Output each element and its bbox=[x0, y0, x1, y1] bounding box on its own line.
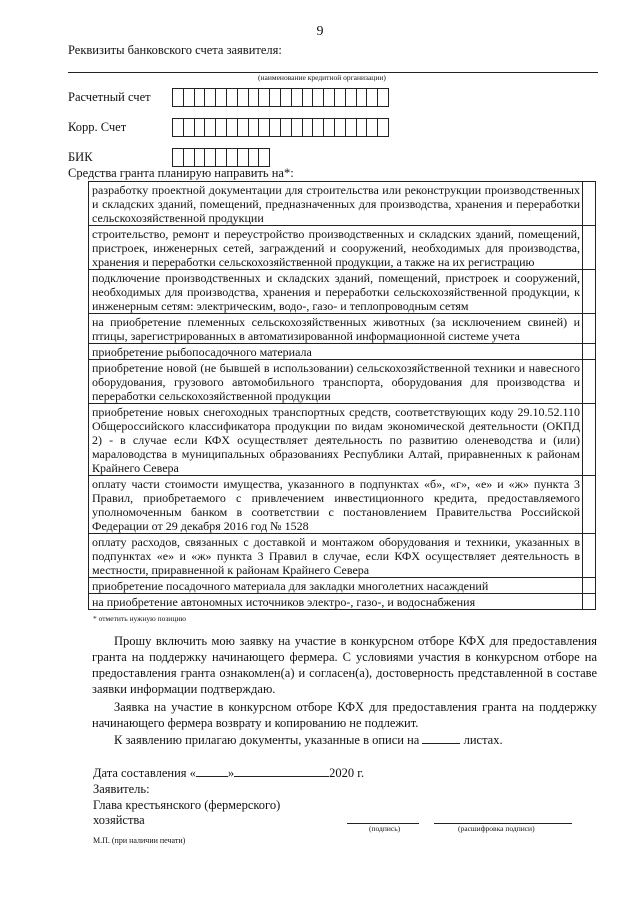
digit-cell[interactable] bbox=[281, 119, 292, 136]
bank-name-caption: (наименование кредитной организации) bbox=[258, 73, 386, 82]
digit-cell[interactable] bbox=[270, 89, 281, 106]
digit-cell[interactable] bbox=[205, 89, 216, 106]
stamp-note: М.П. (при наличии печати) bbox=[93, 836, 186, 845]
date-label: Дата составления « bbox=[93, 766, 196, 780]
digit-cell[interactable] bbox=[281, 89, 292, 106]
date-mid: » bbox=[227, 766, 235, 780]
digit-cell[interactable] bbox=[195, 119, 206, 136]
grant-option-checkbox[interactable] bbox=[583, 360, 596, 404]
digit-cell[interactable] bbox=[249, 119, 260, 136]
digit-cell[interactable] bbox=[195, 149, 206, 166]
digit-cell[interactable] bbox=[324, 119, 335, 136]
digit-cell[interactable] bbox=[270, 119, 281, 136]
digit-cell[interactable] bbox=[313, 119, 324, 136]
grant-option-text: приобретение новой (не бывшей в использовании) сельскохозяйственной техники и навесного оборудования, грузового автомобильного транспорта, оборудования для производства и переработки сельскохозяйственной продукции bbox=[89, 360, 583, 404]
grant-option-text: оплату расходов, связанных с доставкой и монтажом оборудования и техники, указанных в подпунктах «е» и «ж» пункта 3 Правил в случае, если КФХ осуществляет деятельность в местности, приравненной к районам Крайнего Севера bbox=[89, 534, 583, 578]
digit-cell[interactable] bbox=[367, 89, 378, 106]
digit-cell[interactable] bbox=[216, 149, 227, 166]
digit-cell[interactable] bbox=[292, 119, 303, 136]
bik-cells[interactable] bbox=[172, 148, 270, 167]
bank-heading: Реквизиты банковского счета заявителя: bbox=[68, 43, 282, 57]
account-cells[interactable] bbox=[172, 88, 389, 107]
grant-option-row[interactable] bbox=[89, 594, 596, 610]
grant-option-text: на приобретение автономных источников электро-, газо-, и водоснабжения bbox=[89, 594, 583, 610]
digit-cell[interactable] bbox=[173, 149, 184, 166]
signer-title-line1: Глава крестьянского (фермерского) bbox=[93, 798, 281, 812]
sheets-count-field[interactable] bbox=[422, 731, 460, 744]
grant-option-checkbox[interactable] bbox=[583, 314, 596, 344]
digit-cell[interactable] bbox=[238, 149, 249, 166]
digit-cell[interactable] bbox=[259, 89, 270, 106]
date-year: 2020 г. bbox=[329, 766, 365, 780]
signer-title-line2: хозяйства bbox=[93, 813, 145, 827]
grant-option-text: строительство, ремонт и переустройство производственных и складских зданий, помещений, пристроек, инженерных сетей, заграждений и сооружений, необходимых для производства, хранения и переработки сельскохозяйственной продукции, а также на их регистрацию bbox=[89, 226, 583, 270]
digit-cell[interactable] bbox=[184, 149, 195, 166]
grant-option-row[interactable] bbox=[89, 182, 596, 226]
grant-option-text: на приобретение племенных сельскохозяйственных животных (за исключением свиней) и птицы, зарегистрированных в автоматизированной информационной системе учета bbox=[89, 314, 583, 344]
grant-option-row[interactable] bbox=[89, 534, 596, 578]
digit-cell[interactable] bbox=[249, 89, 260, 106]
grant-option-text: подключение производственных и складских зданий, помещений, пристроек и сооружений, необходимых для производства, хранения и переработки сельскохозяйственной продукции, к инженерным сетям: электрическим, водо-, газо- и теплопроводным сетям bbox=[89, 270, 583, 314]
grant-option-row[interactable] bbox=[89, 344, 596, 360]
grant-option-row[interactable] bbox=[89, 360, 596, 404]
grant-option-row[interactable] bbox=[89, 404, 596, 476]
digit-cell[interactable] bbox=[303, 119, 314, 136]
digit-cell[interactable] bbox=[173, 89, 184, 106]
digit-cell[interactable] bbox=[227, 119, 238, 136]
attach-after: листах. bbox=[463, 733, 503, 747]
grant-option-row[interactable] bbox=[89, 226, 596, 270]
digit-cell[interactable] bbox=[357, 119, 368, 136]
corr-label: Корр. Счет bbox=[68, 120, 127, 134]
signer-role: Заявитель: bbox=[93, 782, 150, 796]
attach-before: К заявлению прилагаю документы, указанные в описи на bbox=[114, 733, 420, 747]
digit-cell[interactable] bbox=[303, 89, 314, 106]
digit-cell[interactable] bbox=[173, 119, 184, 136]
digit-cell[interactable] bbox=[216, 89, 227, 106]
grant-option-text: разработку проектной документации для строительства или реконструкции производственных и складских зданий, помещений, предназначенных для производства, хранения и переработки сельскохозяйственной продукции bbox=[89, 182, 583, 226]
digit-cell[interactable] bbox=[324, 89, 335, 106]
digit-cell[interactable] bbox=[249, 149, 260, 166]
digit-cell[interactable] bbox=[216, 119, 227, 136]
bik-label: БИК bbox=[68, 150, 93, 164]
account-label: Расчетный счет bbox=[68, 90, 151, 104]
grant-option-row[interactable] bbox=[89, 578, 596, 594]
digit-cell[interactable] bbox=[227, 89, 238, 106]
decode-caption: (расшифровка подписи) bbox=[458, 824, 535, 833]
digit-cell[interactable] bbox=[184, 119, 195, 136]
corr-cells[interactable] bbox=[172, 118, 389, 137]
no-return-paragraph: Заявка на участие в конкурсном отборе КФХ для предоставления гранта на поддержку начинающего фермера возврату и копированию не подлежит. bbox=[92, 700, 597, 730]
attach-line bbox=[114, 731, 503, 748]
grant-option-row[interactable] bbox=[89, 476, 596, 534]
date-line bbox=[93, 764, 364, 781]
grant-option-text: приобретение новых снегоходных транспортных средств, соответствующих коду 29.10.52.110 Общероссийского классификатора продукции по видам экономической деятельности (ОКПД 2) - в случае если КФХ осуществляет деятельность по развитию оленеводства и (или) мараловодства в муниципальных образованиях Республики Алтай, приравненных к районам Крайнего Севера bbox=[89, 404, 583, 476]
digit-cell[interactable] bbox=[205, 149, 216, 166]
grant-heading: Средства гранта планирую направить на*: bbox=[68, 166, 294, 180]
grant-option-text: приобретение рыбопосадочного материала bbox=[89, 344, 583, 360]
digit-cell[interactable] bbox=[346, 89, 357, 106]
digit-cell[interactable] bbox=[346, 119, 357, 136]
grant-option-text: оплату части стоимости имущества, указанного в подпунктах «б», «г», «е» и «ж» пункта 3 Правил, приобретаемого с привлечением инвестиционного кредита, предоставляемого уполномоченным банком в соответствии с постановлением Правительства Российской Федерации от 29 декабря 2016 год № 1528 bbox=[89, 476, 583, 534]
grant-option-row[interactable] bbox=[89, 270, 596, 314]
date-month-field[interactable] bbox=[234, 764, 329, 777]
grant-option-checkbox[interactable] bbox=[583, 476, 596, 534]
digit-cell[interactable] bbox=[335, 89, 346, 106]
digit-cell[interactable] bbox=[335, 119, 346, 136]
grant-option-text: приобретение посадочного материала для закладки многолетних насаждений bbox=[89, 578, 583, 594]
digit-cell[interactable] bbox=[227, 149, 238, 166]
digit-cell[interactable] bbox=[259, 149, 270, 166]
digit-cell[interactable] bbox=[378, 89, 389, 106]
grant-option-checkbox[interactable] bbox=[583, 594, 596, 610]
digit-cell[interactable] bbox=[292, 89, 303, 106]
grant-option-checkbox[interactable] bbox=[583, 344, 596, 360]
digit-cell[interactable] bbox=[195, 89, 206, 106]
digit-cell[interactable] bbox=[238, 89, 249, 106]
digit-cell[interactable] bbox=[259, 119, 270, 136]
grant-option-checkbox[interactable] bbox=[583, 182, 596, 226]
grant-option-checkbox[interactable] bbox=[583, 404, 596, 476]
grant-option-checkbox[interactable] bbox=[583, 226, 596, 270]
digit-cell[interactable] bbox=[378, 119, 389, 136]
digit-cell[interactable] bbox=[313, 89, 324, 106]
grant-option-checkbox[interactable] bbox=[583, 270, 596, 314]
grant-options-table bbox=[88, 181, 596, 610]
digit-cell[interactable] bbox=[205, 119, 216, 136]
date-day-field[interactable] bbox=[196, 764, 228, 777]
digit-cell[interactable] bbox=[367, 119, 378, 136]
grant-option-checkbox[interactable] bbox=[583, 578, 596, 594]
footnote: * отметить нужную позицию bbox=[93, 614, 186, 623]
page-number: 9 bbox=[316, 24, 324, 39]
digit-cell[interactable] bbox=[357, 89, 368, 106]
grant-option-checkbox[interactable] bbox=[583, 534, 596, 578]
grant-option-row[interactable] bbox=[89, 314, 596, 344]
digit-cell[interactable] bbox=[238, 119, 249, 136]
request-paragraph: Прошу включить мою заявку на участие в конкурсном отборе КФХ для предоставления гранта на поддержку начинающего фермера. С условиями участия в конкурсном отборе на предоставления гранта ознакомлен(а) и согласен(а), достоверность представленной в составе заявки информации подтверждаю. bbox=[92, 634, 597, 696]
signature-caption: (подпись) bbox=[369, 824, 401, 833]
digit-cell[interactable] bbox=[184, 89, 195, 106]
